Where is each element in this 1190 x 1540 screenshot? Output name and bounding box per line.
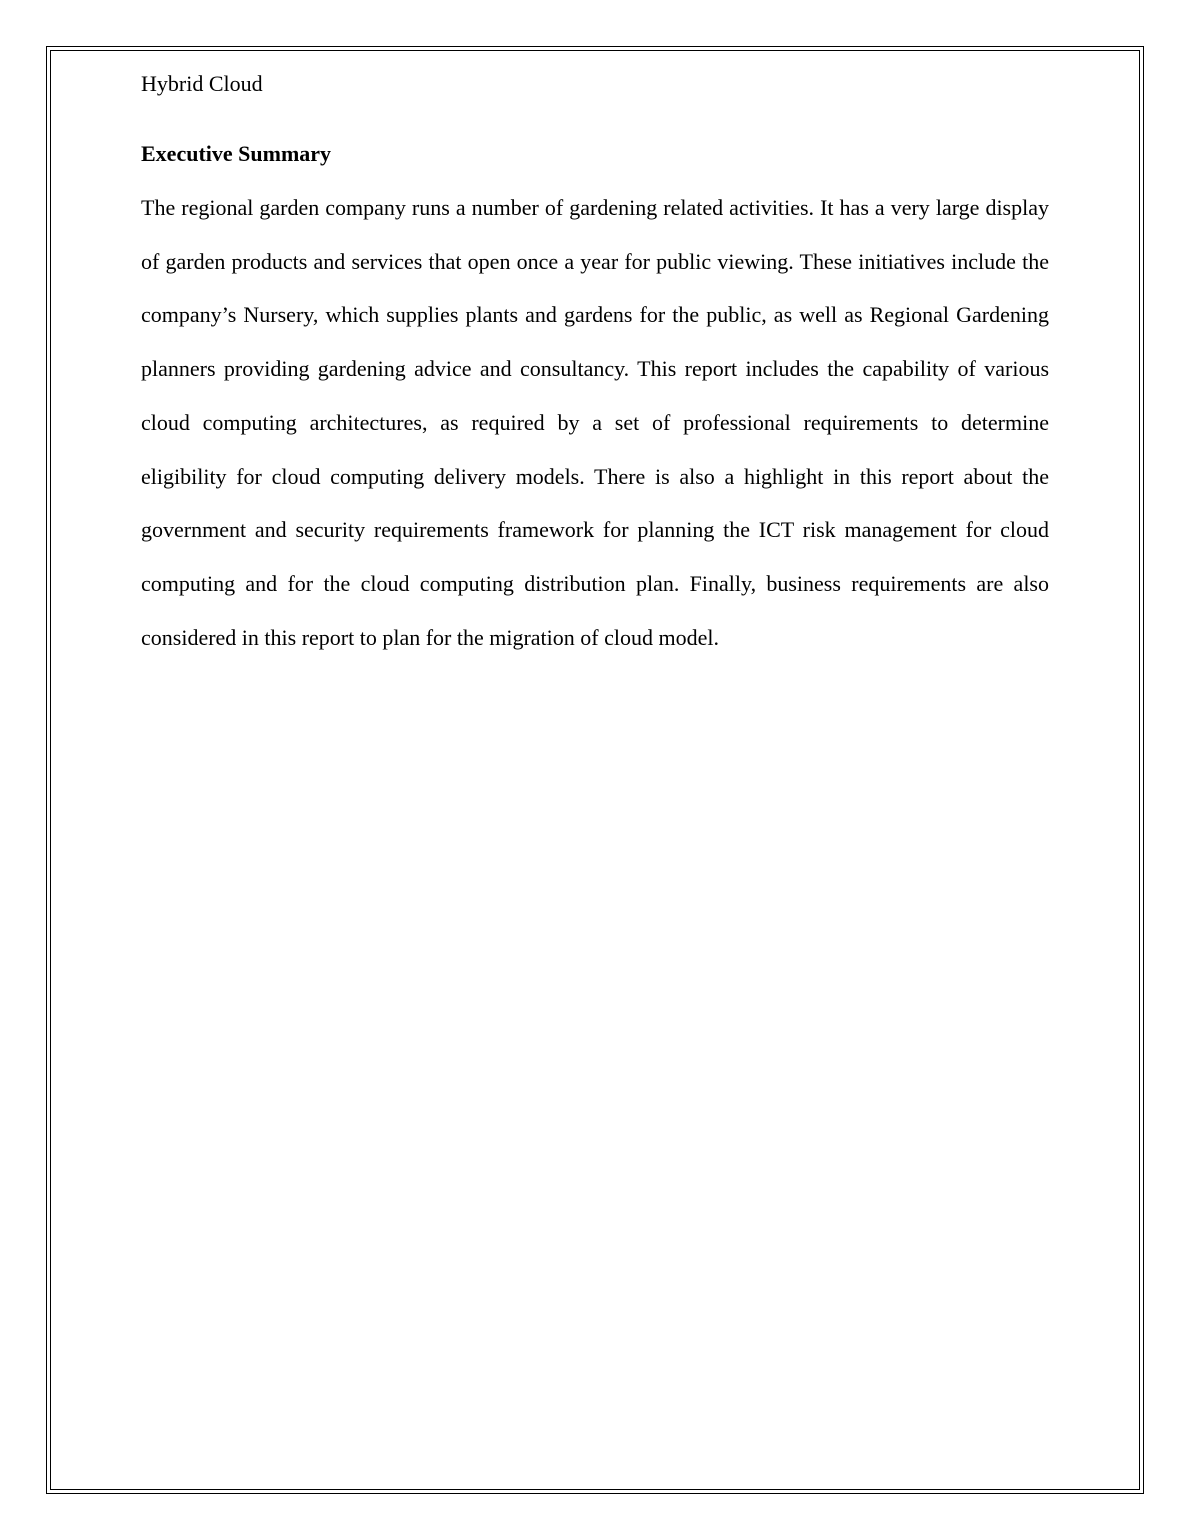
section-heading: Executive Summary [141, 141, 332, 166]
running-header: Hybrid Cloud [141, 71, 263, 96]
executive-summary-paragraph: The regional garden company runs a number of gardening related activities. It has a very large display of garden products and services that open once a year for public viewing. These initiatives include the company’s Nursery, which supplies plants and gardens for the public, as well as Regional Gardening planners providing gardening advice and consultancy. This report includes the capability of various cloud computing architectures, as required by a set of professional requirements to determine eligibility for cloud computing delivery models. There is also a highlight in this report about the government and security requirements framework for planning the ICT risk management for cloud computing and for the cloud computing distribution plan. Finally, business requirements are also considered in this report to plan for the migration of cloud model. [141, 195, 1049, 650]
